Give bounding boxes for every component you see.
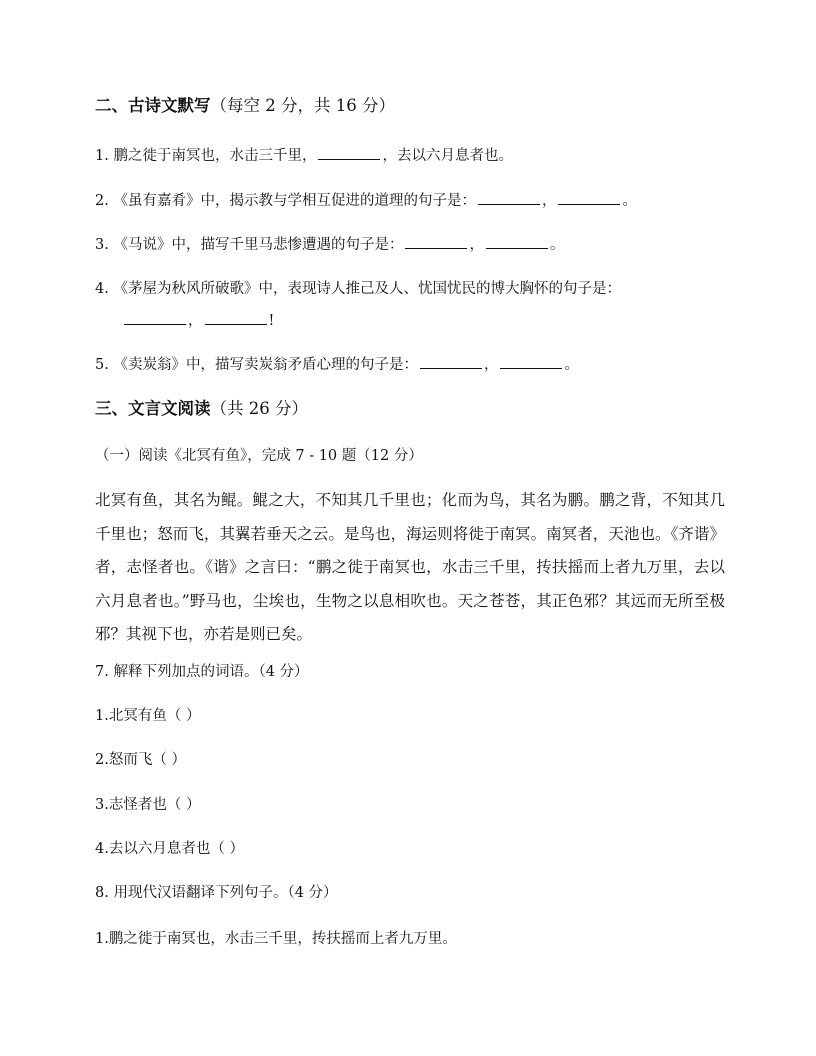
reading-passage: 北冥有鱼，其名为鲲。鲲之大，不知其几千里也；化而为鸟，其名为鹏。鹏之背，不知其几千里也；怒而飞，其翼若垂天之云。是鸟也，海运则将徙于南冥。南冥者，天池也。《齐谐》者，志怪者也。《谐》之言曰：“鹏之徙于南冥也，水击三千里，抟扶摇而上者九万里，去以六月息者也。”野马也，尘埃也，生物之以息相吹也。天之苍苍，其正色邪？其远而无所至极邪？其视下也，亦若是则已矣。 [95,491,725,644]
section3-heading [95,398,308,420]
answer-blank[interactable] [478,190,540,205]
section3-note: （共 26 分） [210,399,308,418]
q8-item: 1.鹏之徙于南冥也，水击三千里，抟扶摇而上者九万里。 [95,931,457,947]
answer-blank[interactable] [318,145,380,160]
sub-heading: （一）阅读《北冥有鱼》，完成 7 - 10 题（12 分） [95,448,423,464]
q7-item: 3.志怪者也（ ） [95,797,201,813]
question-text: 1. 鹏之徙于南冥也，水击三千里， [95,148,317,164]
question-8: 8. 用现代汉语翻译下列句子。（4 分） [95,885,338,901]
question-separator: ， [188,313,203,329]
answer-blank[interactable] [124,310,186,325]
section2-title: 二、古诗文默写 [95,96,211,115]
answer-blank[interactable] [500,354,562,369]
question-text-end: 。 [564,357,579,373]
question-separator: ， [469,237,484,253]
question-separator: ， [541,193,557,209]
question-item [95,145,513,166]
question-7: 7. 解释下列加点的词语。（4 分） [95,664,309,680]
q7-item: 2.怒而飞（ ） [95,752,186,768]
question-item [95,354,579,375]
answer-blank[interactable] [405,234,467,249]
answer-blank[interactable] [486,234,548,249]
answer-blank[interactable] [205,310,267,325]
question-item [95,190,637,211]
question-text-end: 。 [622,193,637,209]
question-text: 4. 《茅屋为秋风所破歌》中，表现诗人推己及人、忧国忧民的博大胸怀的句子是： [95,281,621,297]
section3-title: 三、文言文阅读 [95,399,211,418]
question-item [95,279,621,299]
question-text: 3. 《马说》中，描写千里马悲惨遭遇的句子是： [95,237,404,253]
question-separator: ， [483,357,499,373]
question-text: 5. 《卖炭翁》中，描写卖炭翁矛盾心理的句子是： [95,357,418,373]
q7-item: 1.北冥有鱼（ ） [95,708,201,724]
q7-item: 4.去以六月息者也（ ） [95,841,244,857]
question-item-continued [122,310,274,331]
question-text-end: 。 [549,237,565,253]
question-text: 2. 《虽有嘉肴》中，揭示教与学相互促进的道理的句子是： [95,193,476,209]
answer-blank[interactable] [558,190,620,205]
question-text-end: ，去以六月息者也。 [382,148,513,164]
question-item [95,234,564,255]
answer-blank[interactable] [420,354,482,369]
section2-heading [95,95,395,117]
section2-note: （每空 2 分，共 16 分） [210,96,395,115]
question-text-end: ! [268,313,275,329]
